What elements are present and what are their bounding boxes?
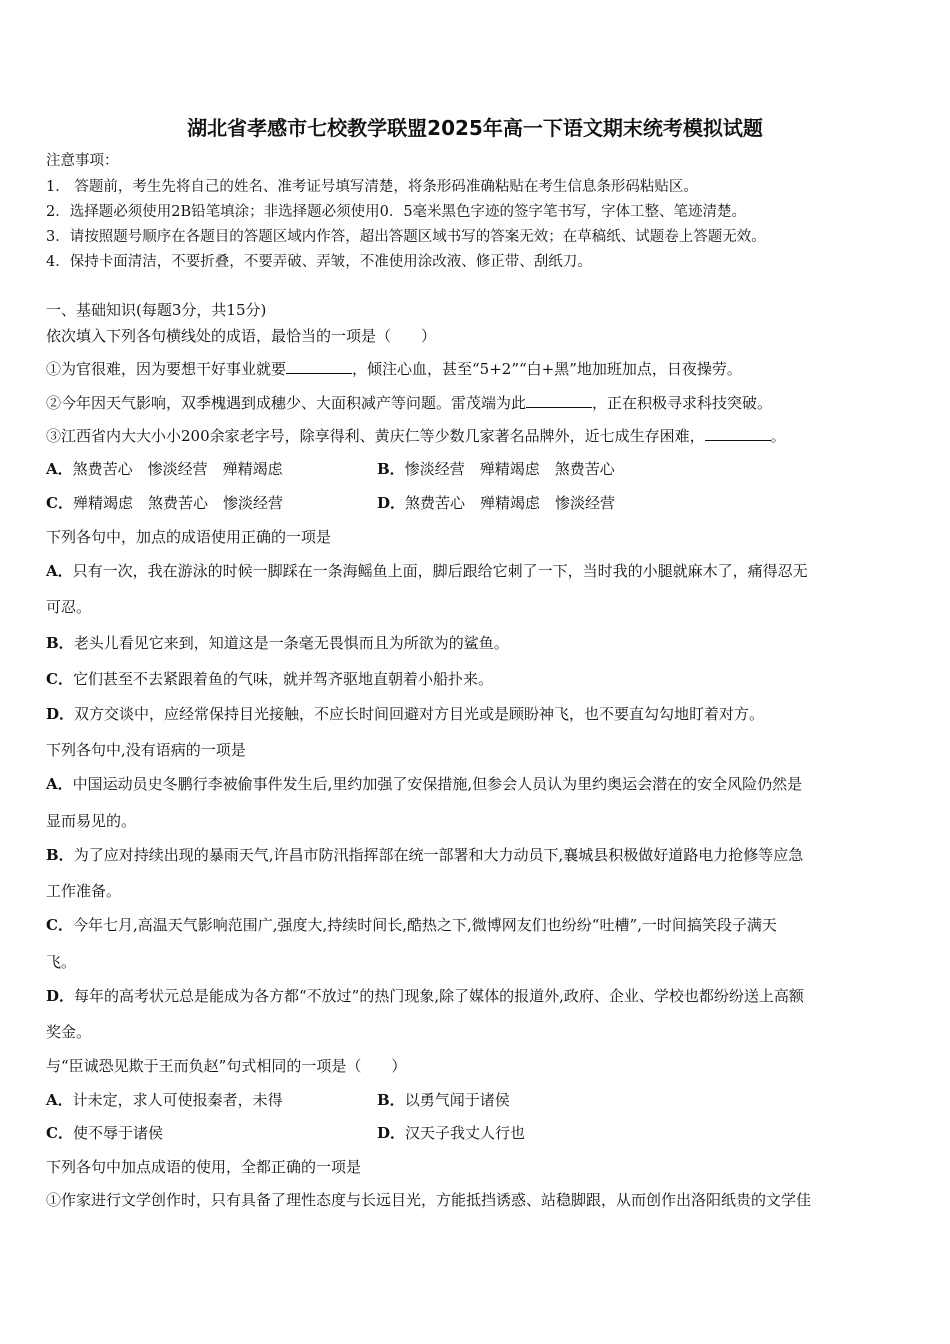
q5-sentence-1: ①作家进行文学创作时，只有具备了理性态度与长远目光，方能抵挡诱惑、站稳脚跟，从而创作出洛阳纸贵的文学佳 xyxy=(46,1191,812,1209)
notice-item-3: 3．请按照题号顺序在各题目的答题区域内作答，超出答题区域书写的答案无效；在草稿纸、试题卷上答题无效。 xyxy=(46,229,766,245)
q2-option-b: B．老头儿看见它来到，知道这是一条毫无畏惧而且为所欲为的鲨鱼。 xyxy=(46,634,509,652)
q3-option-a: A．中国运动员史冬鹏行李被偷事件发生后,里约加强了安保措施,但参会人员认为里约奥运会潜在的安全风险仍然是 xyxy=(46,775,803,793)
q1-s2-before: ②今年因天气影响，双季槐遇到成穗少、大面积减产等问题。雷茂端为此 xyxy=(46,394,527,412)
q4-stem: 与“臣诚恐见欺于王而负赵”句式相同的一项是（ ） xyxy=(46,1057,407,1075)
q1-option-c: C．殚精竭虑 煞费苦心 惨淡经营 xyxy=(46,494,283,512)
page-title: 湖北省孝感市七校教学联盟2025年高一下语文期末统考模拟试题 xyxy=(187,116,763,140)
q2-stem: 下列各句中，加点的成语使用正确的一项是 xyxy=(46,528,332,546)
q2-option-a: A．只有一次，我在游泳的时候一脚踩在一条海鳐鱼上面，脚后跟给它刺了一下，当时我的小腿就麻木了，痛得忍无 xyxy=(46,562,808,580)
q4-option-d: D．汉天子我丈人行也 xyxy=(377,1124,526,1142)
notice-item-1: 1． 答题前，考生先将自己的姓名、准考证号填写清楚，将条形码准确粘贴在考生信息条形码粘贴区。 xyxy=(46,179,698,195)
q1-s3-before: ③江西省内大大小小200余家老字号，除享得利、黄庆仁等少数几家著名品牌外，近七成生存困难， xyxy=(46,427,705,445)
q3-option-b: B．为了应对持续出现的暴雨天气,许昌市防汛指挥部在统一部署和大力动员下,襄城县积极做好道路电力抢修等应急 xyxy=(46,846,804,864)
q3-option-d: D．每年的高考状元总是能成为各方都“不放过”的热门现象,除了媒体的报道外,政府、企业、学校也都纷纷送上高额 xyxy=(46,987,804,1005)
q3-option-d-cont: 奖金。 xyxy=(46,1023,92,1041)
q1-s2-after: ，正在积极寻求科技突破。 xyxy=(592,394,773,412)
q5-stem: 下列各句中加点成语的使用，全都正确的一项是 xyxy=(46,1158,362,1176)
answer-blank xyxy=(526,393,592,408)
q2-option-c: C．它们甚至不去紧跟着鱼的气味，就并驾齐驱地直朝着小船扑来。 xyxy=(46,670,493,688)
q2-option-a-cont: 可忍。 xyxy=(46,598,92,616)
q3-option-a-cont: 显而易见的。 xyxy=(46,812,137,830)
q1-option-a: A．煞费苦心 惨淡经营 殚精竭虑 xyxy=(46,460,283,478)
section-heading: 一、基础知识(每题3分，共15分) xyxy=(46,301,267,319)
q1-s1-after: ，倾注心血，甚至“5+2”“白+黑”地加班加点，日夜操劳。 xyxy=(352,360,742,378)
q4-option-a: A．计未定，求人可使报秦者，未得 xyxy=(46,1091,283,1109)
q1-option-b: B．惨淡经营 殚精竭虑 煞费苦心 xyxy=(377,460,615,478)
q4-option-c: C．使不辱于诸侯 xyxy=(46,1124,163,1142)
q1-sentence-3 xyxy=(46,426,908,446)
q1-sentence-2 xyxy=(46,393,908,413)
q3-option-c: C．今年七月,高温天气影响范围广,强度大,持续时间长,酷热之下,微博网友们也纷纷“吐槽”,一时间搞笑段子满天 xyxy=(46,916,777,934)
answer-blank xyxy=(705,426,771,441)
notice-heading: 注意事项： xyxy=(46,153,119,169)
q1-sentence-1 xyxy=(46,359,908,379)
q4-option-b: B．以勇气闻于诸侯 xyxy=(377,1091,510,1109)
q1-option-d: D．煞费苦心 殚精竭虑 惨淡经营 xyxy=(377,494,616,512)
q3-option-c-cont: 飞。 xyxy=(46,953,77,971)
q1-stem: 依次填入下列各句横线处的成语，最恰当的一项是（ ） xyxy=(46,327,437,345)
q1-s1-before: ①为官很难，因为要想干好事业就要 xyxy=(46,360,287,378)
q3-option-b-cont: 工作准备。 xyxy=(46,882,122,900)
notice-item-4: 4．保持卡面清洁，不要折叠，不要弄破、弄皱，不准使用涂改液、修正带、刮纸刀。 xyxy=(46,254,592,270)
q2-option-d: D．双方交谈中，应经常保持目光接触，不应长时间回避对方目光或是顾盼神飞，也不要直勾勾地盯着对方。 xyxy=(46,705,765,723)
answer-blank xyxy=(286,359,352,374)
q3-stem: 下列各句中,没有语病的一项是 xyxy=(46,741,246,759)
q1-s3-after: 。 xyxy=(770,427,786,445)
notice-item-2: 2．选择题必须使用2B铅笔填涂；非选择题必须使用0．5毫米黑色字迹的签字笔书写，字体工整、笔迹清楚。 xyxy=(46,204,747,220)
